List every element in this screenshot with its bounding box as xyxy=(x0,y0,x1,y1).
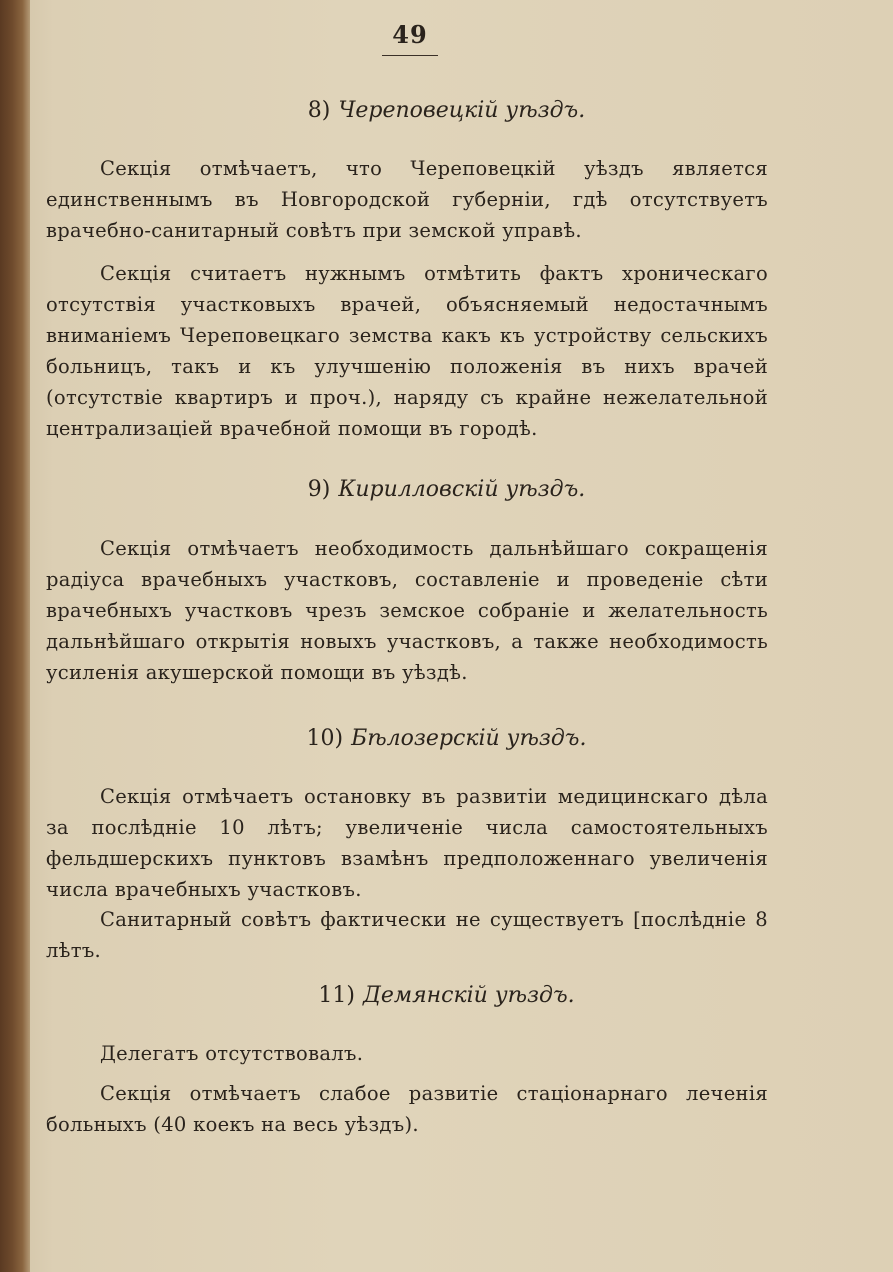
paragraph: Секція отмѣчаетъ, что Череповецкій уѣздъ является единственнымъ въ Новгородской губерніи, гдѣ отсутствуетъ врачебно-санитарный совѣтъ при земской управѣ. xyxy=(46,157,768,242)
section-heading-9 xyxy=(0,477,893,502)
paragraph: Секція считаетъ нужнымъ отмѣтить фактъ хроническаго отсутствія участковыхъ врачей, объясняемый недостачнымъ вниманіемъ Череповецкаго земства какъ къ устройству сельскихъ больницъ, такъ и къ улучшенію положенія въ нихъ врачей (отсутствіе квартиръ и проч.), наряду съ крайне нежелательной централизаціей врачебной помощи въ городѣ. xyxy=(46,262,768,440)
paragraph: Секція отмѣчаетъ слабое развитіе стаціонарнаго леченія больныхъ (40 коекъ на весь уѣздъ). xyxy=(46,1082,768,1136)
section-number: 10) xyxy=(306,726,344,751)
section-number: 8) xyxy=(307,98,331,123)
section-title: Череповецкій уѣздъ. xyxy=(338,98,586,123)
section-title: Кирилловскій уѣздъ. xyxy=(338,477,586,502)
book-spine xyxy=(0,0,30,1272)
section-title: Бѣлозерскій уѣздъ. xyxy=(351,726,587,751)
section-heading-8 xyxy=(0,98,893,123)
page-number-rule xyxy=(382,55,438,56)
section-heading-11 xyxy=(0,983,893,1008)
paragraph: Делегатъ отсутствовалъ. xyxy=(100,1042,364,1065)
section-heading-10 xyxy=(0,726,893,751)
section-number: 11) xyxy=(318,983,355,1008)
section-number: 9) xyxy=(307,477,331,502)
paragraph: Санитарный совѣтъ фактически не существуетъ [послѣдніе 8 лѣтъ. xyxy=(46,908,768,962)
page-number: 49 xyxy=(392,20,428,49)
paragraph: Секція отмѣчаетъ необходимость дальнѣйшаго сокращенія радіуса врачебныхъ участковъ, составленіе и проведеніе сѣти врачебныхъ участковъ чрезъ земское собраніе и желательность дальнѣйшаго открытія новыхъ участковъ, а также необходимость усиленія акушерской помощи въ уѣздѣ. xyxy=(46,537,768,684)
paragraph: Секція отмѣчаетъ остановку въ развитіи медицинскаго дѣла за послѣдніе 10 лѣтъ; увеличеніе числа самостоятельныхъ фельдшерскихъ пунктовъ взамѣнъ предположеннаго увеличенія числа врачебныхъ участковъ. xyxy=(46,785,768,901)
section-title: Демянскій уѣздъ. xyxy=(362,983,575,1008)
